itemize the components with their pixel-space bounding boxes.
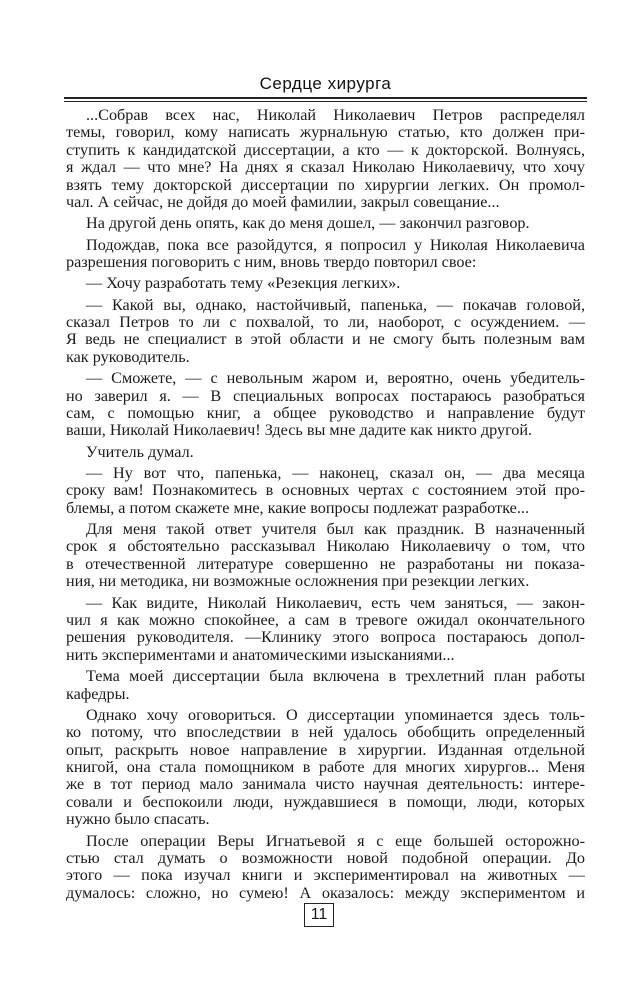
text-line: совали и беспокоили люди, нуждавшиеся в помощи, люди, которых bbox=[66, 792, 585, 811]
page-number: 11 bbox=[304, 903, 334, 927]
text-line: Учитель думал. bbox=[86, 442, 194, 461]
text-line: решения руководителя. —Клинику этого вопроса постараюсь допол- bbox=[66, 628, 585, 647]
text-line: ступить к кандидатской диссертации, а кто — к докторской. Волнуясь, bbox=[66, 140, 585, 159]
text-line: опыт, раскрыть новое направление в хирургии. Изданная отдельной bbox=[66, 740, 585, 759]
text-line: этого — пока изучал книги и экспериментировал на животных — bbox=[66, 866, 585, 885]
text-line: же в тот период мало занимала чисто научная деятельность: интере- bbox=[66, 775, 585, 794]
text-line: разрешения поговорить с ним, вновь твердо повторил свое: bbox=[66, 253, 477, 272]
paragraph bbox=[66, 668, 585, 703]
text-line: в отечественной литературе совершенно не разработаны ни показа- bbox=[66, 554, 585, 573]
text-line: сам, с помощью книг, а общее руководство и направление будут bbox=[66, 403, 585, 422]
text-line: Тема моей диссертации была включена в трехлетний план работы bbox=[86, 667, 585, 686]
paragraph bbox=[66, 107, 585, 211]
text-line: думалось: сложно, но сумею! А оказалось: между экспериментом и bbox=[66, 883, 585, 902]
text-line: книгой, она стала помощником в работе для многих хирургов... Меня bbox=[66, 758, 585, 777]
header-rule-thin bbox=[64, 101, 587, 102]
text-line: кафедры. bbox=[66, 684, 130, 703]
paragraph bbox=[66, 444, 585, 461]
paragraph bbox=[66, 237, 585, 272]
paragraph bbox=[66, 707, 585, 829]
text-line: я ждал — что мне? На днях я сказал Николаю Николаевичу, что хочу bbox=[66, 158, 585, 177]
text-line: ния, ни методика, ни возможные осложнения при резекции легких. bbox=[66, 572, 530, 591]
text-line: чал. А сейчас, не дойдя до моей фамилии, закрыл совещание... bbox=[66, 193, 500, 212]
text-line: темы, говорил, кому написать журнальную статью, кто должен при- bbox=[66, 123, 585, 142]
text-line: — Сможете, — с невольным жаром и, вероятно, очень убедитель- bbox=[86, 369, 585, 388]
text-line: После операции Веры Игнатьевой я с еще большей осторожно- bbox=[86, 831, 585, 850]
paragraph bbox=[66, 465, 585, 517]
text-line: На другой день опять, как до меня дошел, — закончил разговор. bbox=[86, 214, 530, 233]
paragraph bbox=[66, 215, 585, 232]
text-line: ко потому, что впоследствии в ней удалось обобщить определенный bbox=[66, 723, 585, 742]
body-text bbox=[66, 107, 585, 906]
text-line: стью стал думать о возможности новой подобной операции. До bbox=[66, 848, 585, 867]
text-line: чил я как можно спокойнее, а сам в тревоге ожидал окончательного bbox=[66, 610, 585, 629]
text-line: но заверил я. — В специальных вопросах постараюсь разобраться bbox=[66, 386, 585, 405]
paragraph bbox=[66, 370, 585, 440]
text-line: — Как видите, Николай Николаевич, есть чем заняться, — закон- bbox=[86, 593, 585, 612]
text-line: сказал Петров то ли с похвалой, то ли, наоборот, с осуждением. — bbox=[66, 313, 585, 332]
text-line: нить экспериментами и анатомическими изысканиями... bbox=[66, 645, 455, 664]
text-line: ...Собрав всех нас, Николай Николаевич Петров распределял bbox=[86, 106, 585, 124]
running-header: Сердце хирурга bbox=[259, 74, 392, 93]
text-line: Подождав, пока все разойдутся, я попросил у Николая Николаевича bbox=[86, 235, 585, 254]
paragraph bbox=[66, 521, 585, 591]
header-rule-thick bbox=[64, 97, 587, 99]
text-line: — Ну вот что, папенька, — наконец, сказал он, — два месяца bbox=[86, 463, 585, 482]
paragraph bbox=[66, 595, 585, 665]
text-line: срок я обстоятельно рассказывал Николаю Николаевичу о том, что bbox=[66, 537, 585, 556]
paragraph bbox=[66, 275, 585, 292]
text-line: Однако хочу оговориться. О диссертации упоминается здесь толь- bbox=[86, 705, 585, 724]
paragraph bbox=[66, 833, 585, 903]
text-line: как руководитель. bbox=[66, 347, 190, 366]
text-line: сроку вам! Познакомитесь в основных чертах с состоянием этой про- bbox=[66, 481, 585, 500]
text-line: Я ведь не специалист в этой области и не смогу быть полезным вам bbox=[66, 330, 585, 349]
text-line: ваши, Николай Николаевич! Здесь вы мне дадите как никто другой. bbox=[66, 421, 533, 440]
text-line: Для меня такой ответ учителя был как праздник. В назначенный bbox=[86, 520, 585, 539]
paragraph bbox=[66, 297, 585, 367]
text-line: блемы, а потом скажете мне, какие вопросы подлежат разработке... bbox=[66, 498, 529, 517]
text-line: взять тему докторской диссертации по хирургии легких. Он промол- bbox=[66, 175, 585, 194]
text-line: нужно было спасать. bbox=[66, 810, 210, 829]
text-line: — Хочу разработать тему «Резекция легких». bbox=[86, 274, 401, 293]
text-line: — Какой вы, однако, настойчивый, папенька, — покачав головой, bbox=[86, 295, 585, 314]
